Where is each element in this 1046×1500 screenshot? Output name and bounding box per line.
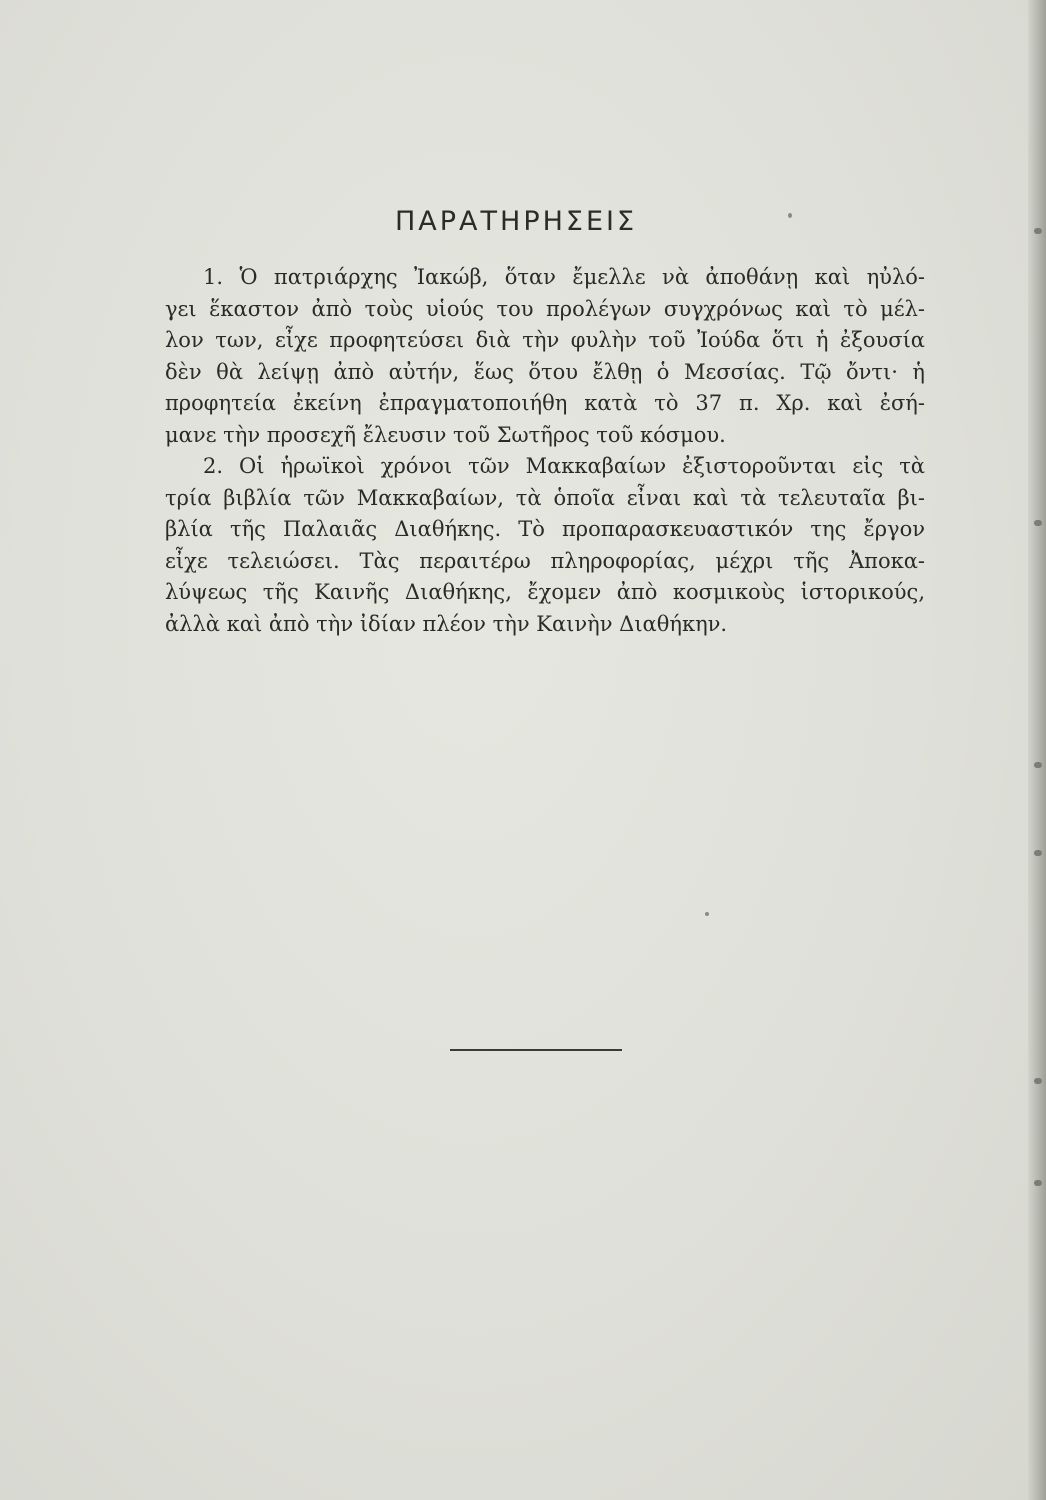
note-1-line-6: μανε τὴν προσεχῆ ἔλευσιν τοῦ Σωτῆρος τοῦ κόσμου. xyxy=(165,422,726,447)
edge-speck xyxy=(1034,1180,1042,1186)
note-1-line-4: δὲν θὰ λείψῃ ἀπὸ αὐτήν, ἕως ὅτου ἔλθῃ ὁ Μεσσίας. Τῷ ὄντι· ἡ xyxy=(165,359,925,384)
edge-speck xyxy=(1034,762,1042,768)
page-heading: ΠΑΡΑΤΗΡΗΣΕΙΣ xyxy=(395,206,638,237)
edge-speck xyxy=(1034,850,1042,856)
notes-body xyxy=(165,262,925,640)
ink-speck xyxy=(788,213,792,218)
edge-speck xyxy=(1034,228,1042,234)
note-2-line-2: τρία βιβλία τῶν Μακκαβαίων, τὰ ὁποῖα εἶναι καὶ τὰ τελευταῖα βι- xyxy=(165,485,925,510)
note-2-line-4: εἶχε τελειώσει. Τὰς περαιτέρω πληροφορίας, μέχρι τῆς Ἀποκα- xyxy=(165,548,925,573)
note-1-line-2: γει ἕκαστον ἀπὸ τοὺς υἱούς του προλέγων συγχρόνως καὶ τὸ μέλ- xyxy=(165,296,925,321)
note-2-line-3: βλία τῆς Παλαιᾶς Διαθήκης. Τὸ προπαρασκευαστικόν της ἔργον xyxy=(165,517,925,541)
edge-speck xyxy=(1034,1078,1042,1084)
section-end-rule xyxy=(450,1049,622,1051)
note-1-line-1: 1. Ὁ πατριάρχης Ἰακώβ, ὅταν ἔμελλε νὰ ἀποθάνῃ καὶ ηὐλό- xyxy=(203,265,925,289)
note-1-line-5: προφητεία ἐκείνη ἐπραγματοποιήθη κατὰ τὸ 37 π. Χρ. καὶ ἐσή- xyxy=(165,391,925,415)
edge-speck xyxy=(1034,520,1042,526)
note-1-line-3: λον των, εἶχε προφητεύσει διὰ τὴν φυλὴν τοῦ Ἰούδα ὅτι ἡ ἐξουσία xyxy=(165,328,925,352)
note-2-line-1: 2. Οἱ ἡρωϊκοὶ χρόνοι τῶν Μακκαβαίων ἐξιστοροῦνται εἰς τὰ xyxy=(203,454,925,478)
page-edge xyxy=(1028,0,1046,1500)
note-2-line-6: ἀλλὰ καὶ ἀπὸ τὴν ἰδίαν πλέον τὴν Καινὴν Διαθήκην. xyxy=(165,611,728,636)
ink-speck xyxy=(705,912,709,916)
note-2-line-5: λύψεως τῆς Καινῆς Διαθήκης, ἔχομεν ἀπὸ κοσμικοὺς ἱστορικούς, xyxy=(165,580,925,604)
